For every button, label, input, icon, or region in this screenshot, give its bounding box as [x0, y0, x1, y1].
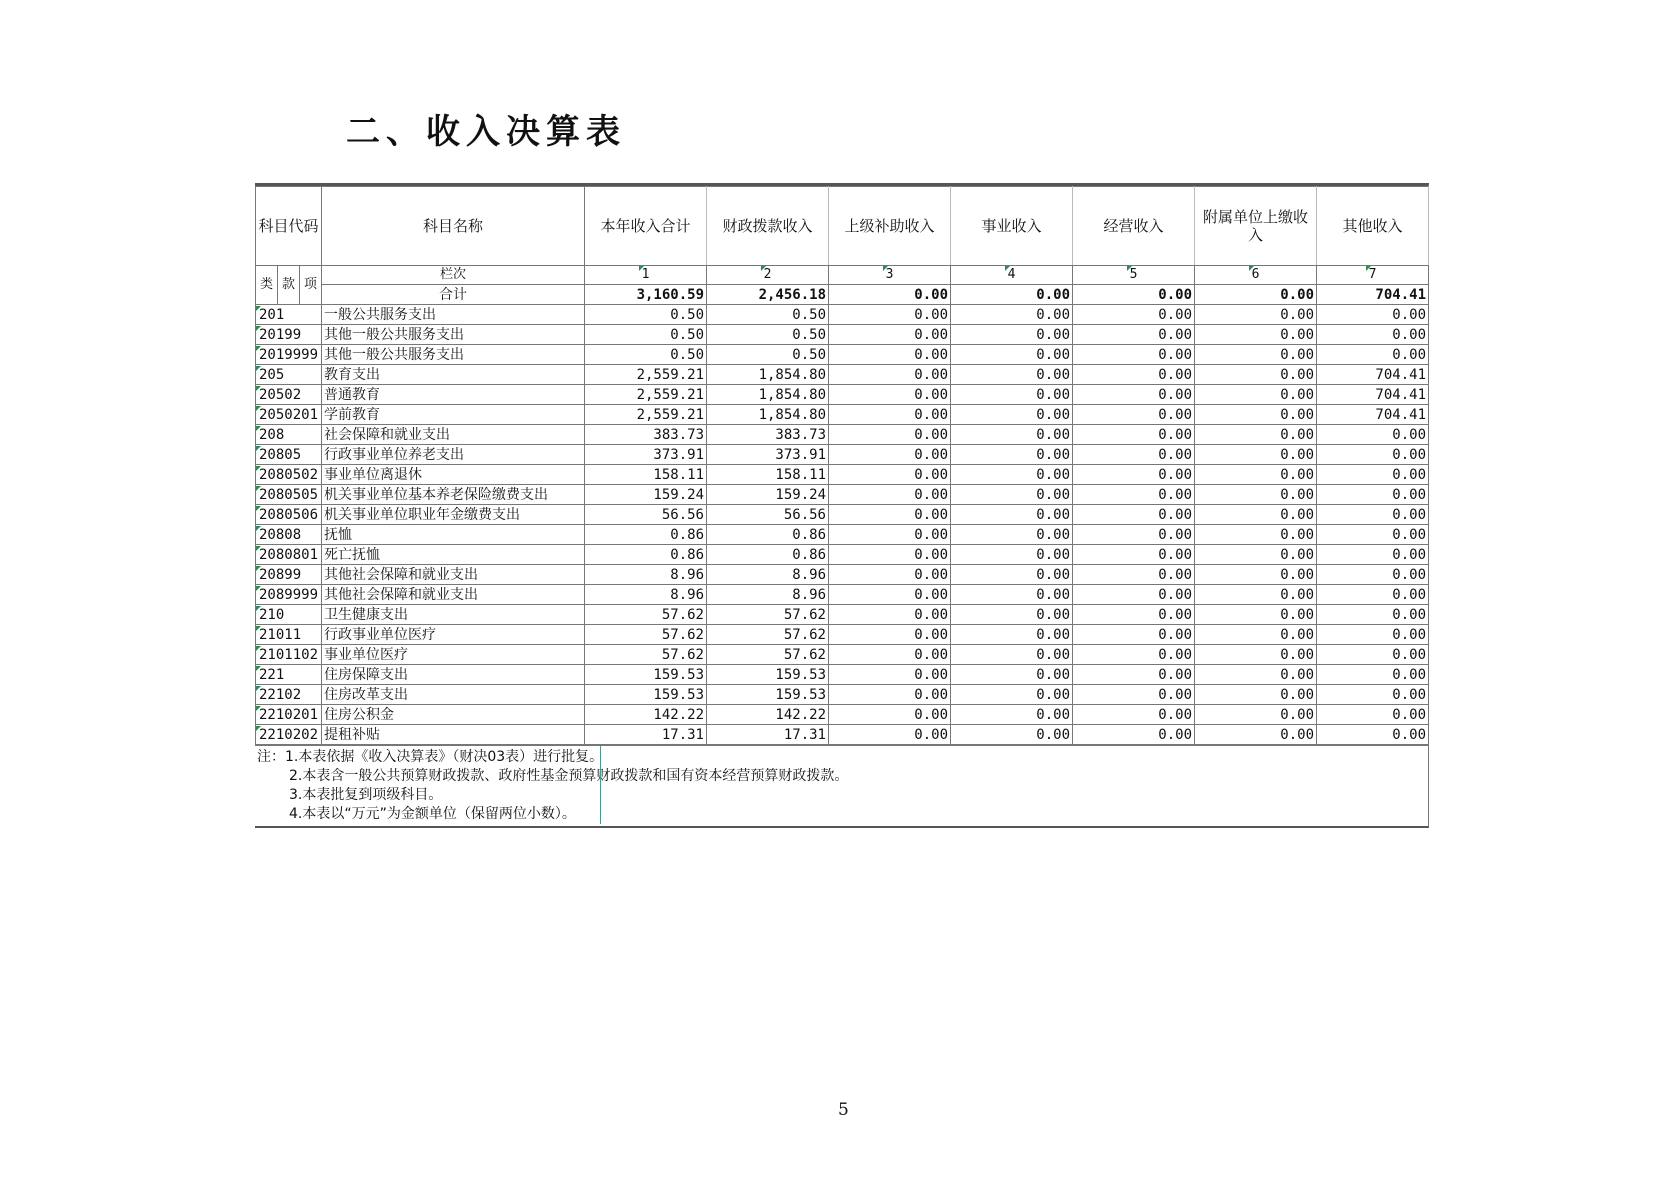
value-col-7: 704.41 — [1317, 405, 1429, 425]
value-col-3: 0.00 — [829, 725, 951, 745]
value-col-6: 0.00 — [1195, 545, 1317, 565]
value-col-7: 704.41 — [1317, 385, 1429, 405]
value-col-1: 0.50 — [585, 305, 707, 325]
value-col-4: 0.00 — [951, 365, 1073, 385]
account-name: 死亡抚恤 — [322, 545, 585, 565]
value-col-3: 0.00 — [829, 585, 951, 605]
col-number-5: 5 — [1073, 266, 1195, 285]
value-col-3: 0.00 — [829, 385, 951, 405]
value-col-1: 8.96 — [585, 565, 707, 585]
value-col-3: 0.00 — [829, 545, 951, 565]
value-col-3: 0.00 — [829, 445, 951, 465]
account-code: 2089999 — [256, 585, 322, 605]
value-col-5: 0.00 — [1073, 445, 1195, 465]
value-col-7: 0.00 — [1317, 345, 1429, 365]
account-name: 社会保障和就业支出 — [322, 425, 585, 445]
value-col-5: 0.00 — [1073, 425, 1195, 445]
value-col-3: 0.00 — [829, 685, 951, 705]
table-row — [256, 505, 1429, 525]
value-col-2: 0.50 — [707, 325, 829, 345]
account-code: 20199 — [256, 325, 322, 345]
value-col-6: 0.00 — [1195, 665, 1317, 685]
value-col-2: 8.96 — [707, 565, 829, 585]
value-col-2: 1,854.80 — [707, 365, 829, 385]
value-col-4: 0.00 — [951, 465, 1073, 485]
value-col-4: 0.00 — [951, 685, 1073, 705]
account-name: 一般公共服务支出 — [322, 305, 585, 325]
value-col-7: 0.00 — [1317, 645, 1429, 665]
row-label: 栏次 — [322, 266, 585, 285]
value-col-2: 159.53 — [707, 665, 829, 685]
table-row — [256, 545, 1429, 565]
value-col-3: 0.00 — [829, 705, 951, 725]
value-col-1: 56.56 — [585, 505, 707, 525]
value-col-4: 0.00 — [951, 725, 1073, 745]
account-name: 住房公积金 — [322, 705, 585, 725]
table-row — [256, 425, 1429, 445]
value-col-2: 159.24 — [707, 485, 829, 505]
value-col-4: 0.00 — [951, 385, 1073, 405]
value-col-5: 0.00 — [1073, 585, 1195, 605]
value-col-1: 159.53 — [585, 685, 707, 705]
value-col-2: 373.91 — [707, 445, 829, 465]
value-col-2: 57.62 — [707, 625, 829, 645]
account-name: 教育支出 — [322, 365, 585, 385]
table-row — [256, 385, 1429, 405]
account-name: 事业单位医疗 — [322, 645, 585, 665]
value-col-5: 0.00 — [1073, 365, 1195, 385]
value-col-2: 0.86 — [707, 545, 829, 565]
value-col-7: 0.00 — [1317, 565, 1429, 585]
header-col-1: 本年收入合计 — [585, 187, 707, 266]
account-name: 机关事业单位职业年金缴费支出 — [322, 505, 585, 525]
value-col-4: 0.00 — [951, 545, 1073, 565]
value-col-1: 8.96 — [585, 585, 707, 605]
value-col-3: 0.00 — [829, 305, 951, 325]
notes — [255, 745, 1428, 826]
data-table — [255, 186, 1429, 745]
value-col-6: 0.00 — [1195, 625, 1317, 645]
value-col-6: 0.00 — [1195, 305, 1317, 325]
value-col-7: 0.00 — [1317, 685, 1429, 705]
value-col-6: 0.00 — [1195, 525, 1317, 545]
table-row — [256, 665, 1429, 685]
page-number: 5 — [838, 1100, 849, 1120]
class-part-kuan: 款 — [278, 266, 300, 305]
account-code: 221 — [256, 665, 322, 685]
table-row — [256, 625, 1429, 645]
value-col-4: 0.00 — [951, 665, 1073, 685]
value-col-7: 0.00 — [1317, 605, 1429, 625]
total-value-1: 3,160.59 — [585, 285, 707, 305]
header-name: 科目名称 — [322, 187, 585, 266]
value-col-5: 0.00 — [1073, 605, 1195, 625]
income-final-accounts-table — [255, 183, 1429, 828]
value-col-3: 0.00 — [829, 625, 951, 645]
table-row — [256, 465, 1429, 485]
value-col-6: 0.00 — [1195, 645, 1317, 665]
index-row — [256, 266, 1429, 285]
table-row — [256, 325, 1429, 345]
value-col-1: 159.53 — [585, 665, 707, 685]
account-code: 205 — [256, 365, 322, 385]
value-col-3: 0.00 — [829, 365, 951, 385]
header-col-5: 经营收入 — [1073, 187, 1195, 266]
value-col-6: 0.00 — [1195, 345, 1317, 365]
value-col-4: 0.00 — [951, 605, 1073, 625]
value-col-1: 17.31 — [585, 725, 707, 745]
account-name: 行政事业单位养老支出 — [322, 445, 585, 465]
table-row — [256, 565, 1429, 585]
value-col-5: 0.00 — [1073, 525, 1195, 545]
note-4: 4.本表以“万元”为金额单位（保留两位小数）。 — [289, 806, 576, 822]
value-col-7: 0.00 — [1317, 505, 1429, 525]
total-value-4: 0.00 — [951, 285, 1073, 305]
account-code: 201 — [256, 305, 322, 325]
value-col-3: 0.00 — [829, 405, 951, 425]
value-col-4: 0.00 — [951, 525, 1073, 545]
account-name: 其他社会保障和就业支出 — [322, 585, 585, 605]
value-col-2: 56.56 — [707, 505, 829, 525]
value-col-4: 0.00 — [951, 625, 1073, 645]
value-col-3: 0.00 — [829, 345, 951, 365]
class-part-lei: 类 — [256, 266, 278, 305]
value-col-6: 0.00 — [1195, 325, 1317, 345]
value-col-7: 0.00 — [1317, 305, 1429, 325]
col-number-4: 4 — [951, 266, 1073, 285]
value-col-7: 0.00 — [1317, 665, 1429, 685]
value-col-4: 0.00 — [951, 405, 1073, 425]
table-row — [256, 705, 1429, 725]
account-code: 21011 — [256, 625, 322, 645]
value-col-3: 0.00 — [829, 325, 951, 345]
table-row — [256, 525, 1429, 545]
value-col-2: 158.11 — [707, 465, 829, 485]
value-col-1: 57.62 — [585, 605, 707, 625]
value-col-7: 0.00 — [1317, 485, 1429, 505]
value-col-4: 0.00 — [951, 585, 1073, 605]
value-col-6: 0.00 — [1195, 465, 1317, 485]
value-col-2: 0.50 — [707, 345, 829, 365]
value-col-5: 0.00 — [1073, 705, 1195, 725]
value-col-7: 0.00 — [1317, 325, 1429, 345]
header-col-2: 财政拨款收入 — [707, 187, 829, 266]
account-name: 住房保障支出 — [322, 665, 585, 685]
value-col-3: 0.00 — [829, 645, 951, 665]
value-col-1: 0.86 — [585, 545, 707, 565]
account-code: 2080505 — [256, 485, 322, 505]
account-code: 2080502 — [256, 465, 322, 485]
value-col-3: 0.00 — [829, 665, 951, 685]
table-row — [256, 605, 1429, 625]
value-col-2: 159.53 — [707, 685, 829, 705]
account-code: 210 — [256, 605, 322, 625]
value-col-5: 0.00 — [1073, 545, 1195, 565]
value-col-5: 0.00 — [1073, 385, 1195, 405]
value-col-7: 0.00 — [1317, 625, 1429, 645]
value-col-5: 0.00 — [1073, 565, 1195, 585]
value-col-2: 8.96 — [707, 585, 829, 605]
total-value-5: 0.00 — [1073, 285, 1195, 305]
value-col-1: 159.24 — [585, 485, 707, 505]
value-col-6: 0.00 — [1195, 585, 1317, 605]
account-code: 2080506 — [256, 505, 322, 525]
note-divider — [600, 746, 601, 824]
header-code: 科目代码 — [256, 187, 322, 266]
value-col-6: 0.00 — [1195, 605, 1317, 625]
account-name: 提租补贴 — [322, 725, 585, 745]
value-col-1: 0.50 — [585, 325, 707, 345]
table-row — [256, 645, 1429, 665]
value-col-4: 0.00 — [951, 645, 1073, 665]
value-col-3: 0.00 — [829, 485, 951, 505]
account-code: 2210201 — [256, 705, 322, 725]
value-col-7: 704.41 — [1317, 365, 1429, 385]
account-name: 其他社会保障和就业支出 — [322, 565, 585, 585]
table-row — [256, 305, 1429, 325]
value-col-6: 0.00 — [1195, 565, 1317, 585]
col-number-2: 2 — [707, 266, 829, 285]
note-2: 2.本表含一般公共预算财政拨款、政府性基金预算财政拨款和国有资本经营预算财政拨款。 — [289, 768, 849, 784]
value-col-6: 0.00 — [1195, 365, 1317, 385]
value-col-3: 0.00 — [829, 605, 951, 625]
account-code: 2210202 — [256, 725, 322, 745]
account-code: 2101102 — [256, 645, 322, 665]
col-number-3: 3 — [829, 266, 951, 285]
account-code: 20899 — [256, 565, 322, 585]
note-3: 3.本表批复到项级科目。 — [289, 787, 443, 803]
value-col-4: 0.00 — [951, 445, 1073, 465]
value-col-4: 0.00 — [951, 705, 1073, 725]
table-row — [256, 405, 1429, 425]
value-col-2: 0.86 — [707, 525, 829, 545]
value-col-2: 383.73 — [707, 425, 829, 445]
value-col-4: 0.00 — [951, 485, 1073, 505]
table-row — [256, 485, 1429, 505]
value-col-1: 158.11 — [585, 465, 707, 485]
value-col-1: 383.73 — [585, 425, 707, 445]
value-col-5: 0.00 — [1073, 645, 1195, 665]
value-col-1: 57.62 — [585, 625, 707, 645]
table-row — [256, 345, 1429, 365]
value-col-4: 0.00 — [951, 425, 1073, 445]
value-col-2: 17.31 — [707, 725, 829, 745]
account-name: 抚恤 — [322, 525, 585, 545]
table-row — [256, 725, 1429, 745]
value-col-1: 142.22 — [585, 705, 707, 725]
value-col-4: 0.00 — [951, 505, 1073, 525]
header-row — [256, 187, 1429, 266]
table-row — [256, 585, 1429, 605]
value-col-6: 0.00 — [1195, 685, 1317, 705]
value-col-4: 0.00 — [951, 565, 1073, 585]
value-col-6: 0.00 — [1195, 445, 1317, 465]
value-col-5: 0.00 — [1073, 685, 1195, 705]
value-col-1: 0.86 — [585, 525, 707, 545]
value-col-3: 0.00 — [829, 425, 951, 445]
account-name: 住房改革支出 — [322, 685, 585, 705]
value-col-1: 0.50 — [585, 345, 707, 365]
value-col-6: 0.00 — [1195, 385, 1317, 405]
account-name: 机关事业单位基本养老保险缴费支出 — [322, 485, 585, 505]
account-code: 2050201 — [256, 405, 322, 425]
value-col-5: 0.00 — [1073, 305, 1195, 325]
total-row — [256, 285, 1429, 305]
account-name: 其他一般公共服务支出 — [322, 345, 585, 365]
value-col-6: 0.00 — [1195, 485, 1317, 505]
value-col-5: 0.00 — [1073, 345, 1195, 365]
value-col-5: 0.00 — [1073, 405, 1195, 425]
value-col-7: 0.00 — [1317, 465, 1429, 485]
total-value-3: 0.00 — [829, 285, 951, 305]
value-col-7: 0.00 — [1317, 445, 1429, 465]
value-col-1: 2,559.21 — [585, 365, 707, 385]
value-col-6: 0.00 — [1195, 725, 1317, 745]
account-name: 卫生健康支出 — [322, 605, 585, 625]
header-col-7: 其他收入 — [1317, 187, 1429, 266]
value-col-2: 1,854.80 — [707, 405, 829, 425]
value-col-3: 0.00 — [829, 565, 951, 585]
value-col-6: 0.00 — [1195, 405, 1317, 425]
account-code: 208 — [256, 425, 322, 445]
value-col-5: 0.00 — [1073, 665, 1195, 685]
col-number-6: 6 — [1195, 266, 1317, 285]
value-col-5: 0.00 — [1073, 325, 1195, 345]
value-col-1: 2,559.21 — [585, 385, 707, 405]
account-code: 20805 — [256, 445, 322, 465]
header-col-3: 上级补助收入 — [829, 187, 951, 266]
value-col-3: 0.00 — [829, 465, 951, 485]
total-value-7: 704.41 — [1317, 285, 1429, 305]
header-col-4: 事业收入 — [951, 187, 1073, 266]
account-code: 2019999 — [256, 345, 322, 365]
value-col-2: 0.50 — [707, 305, 829, 325]
value-col-6: 0.00 — [1195, 425, 1317, 445]
value-col-5: 0.00 — [1073, 505, 1195, 525]
table-row — [256, 365, 1429, 385]
value-col-7: 0.00 — [1317, 425, 1429, 445]
table-row — [256, 445, 1429, 465]
page-title: 二、收入决算表 — [346, 112, 626, 152]
account-code: 22102 — [256, 685, 322, 705]
col-number-7: 7 — [1317, 266, 1429, 285]
value-col-6: 0.00 — [1195, 705, 1317, 725]
value-col-4: 0.00 — [951, 305, 1073, 325]
value-col-4: 0.00 — [951, 345, 1073, 365]
value-col-7: 0.00 — [1317, 525, 1429, 545]
header-col-6: 附属单位上缴收入 — [1195, 187, 1317, 266]
value-col-2: 57.62 — [707, 605, 829, 625]
value-col-6: 0.00 — [1195, 505, 1317, 525]
account-code: 20502 — [256, 385, 322, 405]
table-body — [256, 187, 1429, 745]
value-col-3: 0.00 — [829, 525, 951, 545]
value-col-2: 57.62 — [707, 645, 829, 665]
total-value-2: 2,456.18 — [707, 285, 829, 305]
class-part-xiang: 项 — [300, 266, 322, 305]
value-col-7: 0.00 — [1317, 545, 1429, 565]
value-col-1: 373.91 — [585, 445, 707, 465]
total-label: 合计 — [322, 285, 585, 305]
note-1: 注：1.本表依据《收入决算表》（财决03表）进行批复。 — [257, 749, 604, 765]
value-col-3: 0.00 — [829, 505, 951, 525]
value-col-7: 0.00 — [1317, 585, 1429, 605]
value-col-4: 0.00 — [951, 325, 1073, 345]
value-col-7: 0.00 — [1317, 725, 1429, 745]
value-col-2: 1,854.80 — [707, 385, 829, 405]
value-col-5: 0.00 — [1073, 625, 1195, 645]
account-name: 事业单位离退休 — [322, 465, 585, 485]
table-row — [256, 685, 1429, 705]
account-name: 行政事业单位医疗 — [322, 625, 585, 645]
total-value-6: 0.00 — [1195, 285, 1317, 305]
value-col-5: 0.00 — [1073, 465, 1195, 485]
account-code: 20808 — [256, 525, 322, 545]
value-col-1: 2,559.21 — [585, 405, 707, 425]
value-col-1: 57.62 — [585, 645, 707, 665]
value-col-2: 142.22 — [707, 705, 829, 725]
account-code: 2080801 — [256, 545, 322, 565]
account-name: 其他一般公共服务支出 — [322, 325, 585, 345]
account-name: 学前教育 — [322, 405, 585, 425]
account-name: 普通教育 — [322, 385, 585, 405]
value-col-5: 0.00 — [1073, 485, 1195, 505]
col-number-1: 1 — [585, 266, 707, 285]
value-col-5: 0.00 — [1073, 725, 1195, 745]
value-col-7: 0.00 — [1317, 705, 1429, 725]
